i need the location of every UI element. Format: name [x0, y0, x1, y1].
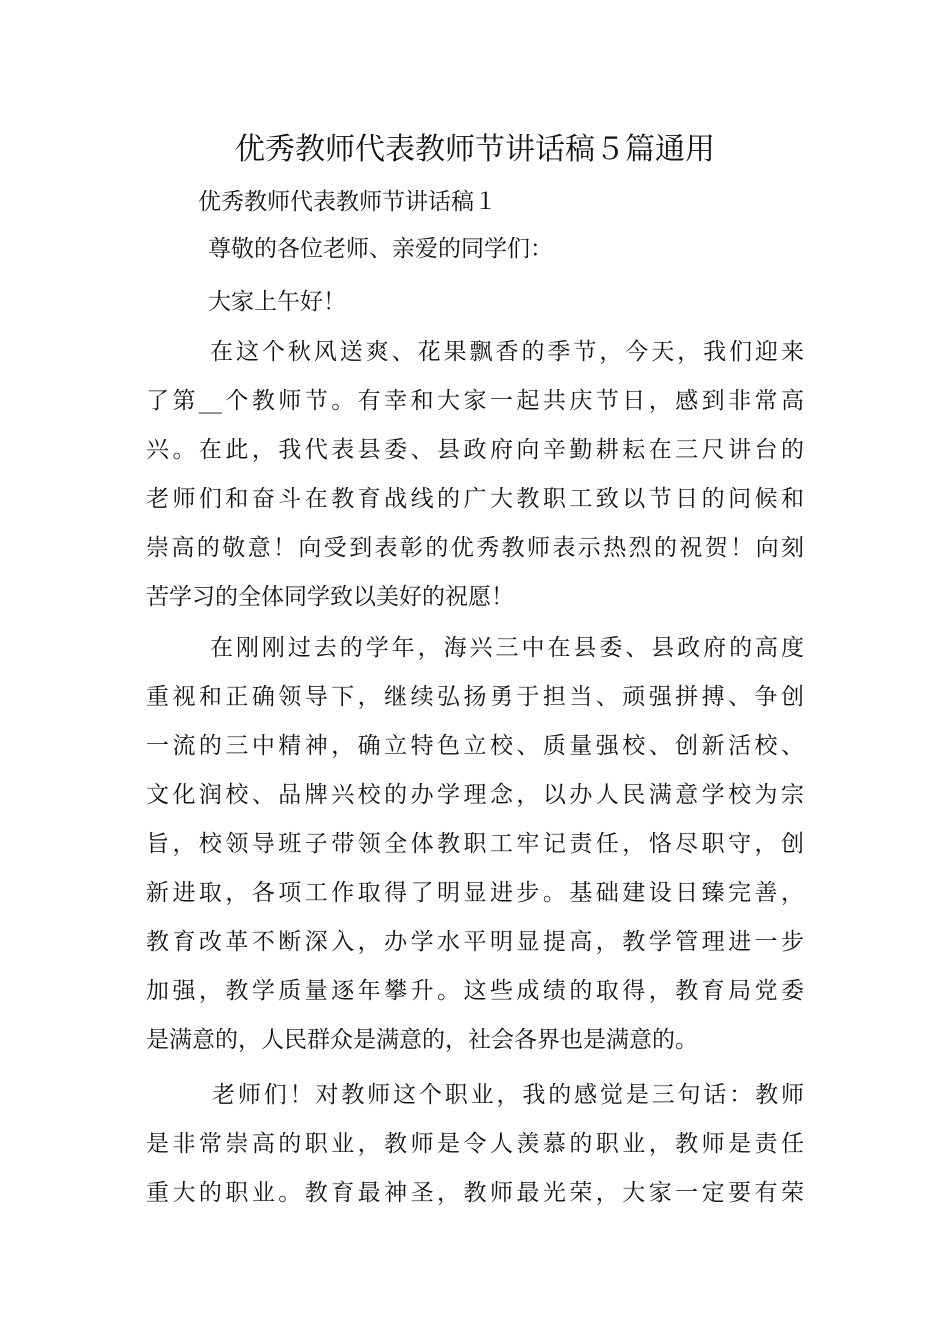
- paragraph-line: 新进取，各项工作取得了明显进步。基础建设日臻完善，: [146, 880, 804, 906]
- paragraph-line: 旨，校领导班子带领全体教职工牢记责任，恪尽职守，创: [146, 831, 804, 857]
- salutation: 尊敬的各位老师、亲爱的同学们：: [208, 236, 553, 262]
- paragraph-line: 兴。在此，我代表县委、县政府向辛勤耕耘在三尺讲台的: [146, 437, 804, 463]
- paragraph-line: 一流的三中精神，确立特色立校、质量强校、创新活校、: [146, 733, 804, 759]
- paragraph-line: 老师们！对教师这个职业，我的感觉是三句话：教师: [212, 1082, 804, 1108]
- document-title: 优秀教师代表教师节讲话稿５篇通用: [235, 132, 715, 167]
- paragraph-line: 在刚刚过去的学年，海兴三中在县委、县政府的高度: [210, 635, 804, 661]
- paragraph-line: 加强，教学质量逐年攀升。这些成绩的取得，教育局党委: [146, 978, 804, 1004]
- paragraph-line: 了第__个教师节。有幸和大家一起共庆节日，感到非常高: [146, 388, 804, 414]
- paragraph-line: 重视和正确领导下，继续弘扬勇于担当、顽强拼搏、争创: [146, 684, 804, 710]
- paragraph-line: 是满意的，人民群众是满意的，社会各界也是满意的。: [146, 1027, 698, 1053]
- document-subtitle: 优秀教师代表教师节讲话稿１: [198, 189, 497, 215]
- paragraph-line: 文化润校、品牌兴校的办学理念，以办人民满意学校为宗: [146, 782, 804, 808]
- paragraph-line: 在这个秋风送爽、花果飘香的季节，今天，我们迎来: [210, 339, 804, 365]
- paragraph-line: 教育改革不断深入，办学水平明显提高，教学管理进一步: [146, 929, 804, 955]
- paragraph-line: 苦学习的全体同学致以美好的祝愿！: [146, 584, 514, 610]
- paragraph-line: 老师们和奋斗在教育战线的广大教职工致以节日的问候和: [146, 486, 804, 512]
- greeting: 大家上午好！: [208, 289, 346, 315]
- paragraph-line: 是非常崇高的职业，教师是令人羡慕的职业，教师是责任: [146, 1131, 804, 1157]
- paragraph-line: 崇高的敬意！向受到表彰的优秀教师表示热烈的祝贺！向刻: [146, 535, 804, 561]
- paragraph-line: 重大的职业。教育最神圣，教师最光荣，大家一定要有荣: [146, 1180, 804, 1206]
